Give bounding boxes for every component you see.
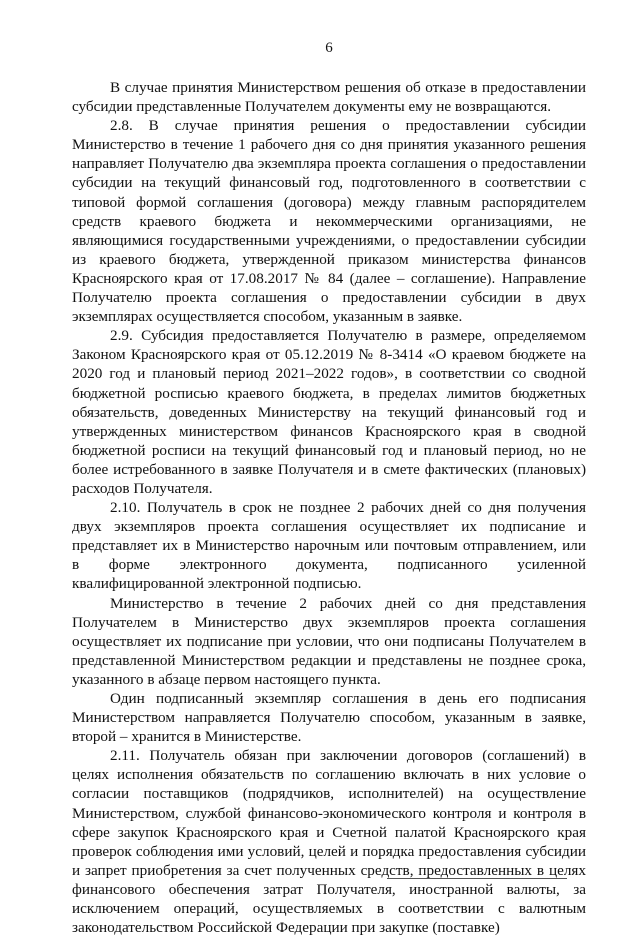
paragraph-2-10: 2.10. Получатель в срок не позднее 2 рабочих дней со дня получения двух экземпляров проекта соглашения осуществляет их подписание и представляет их в Министерство нарочным или почтовым отправлением, или в форме электронного документа, подписанного усиленной квалифицированной электронной подписью.: [72, 499, 586, 593]
document-body: [72, 78, 586, 937]
paragraph-2-11: 2.11. Получатель обязан при заключении договоров (соглашений) в целях исполнения обязательств по соглашению включать в них условие о согласии поставщиков (подрядчиков, исполнителей) на осуществление Министерством, службой финансово-экономического контроля и контроля в сфере закупок Красноярского края и Счетной палатой Красноярского края проверок соблюдения ими условий, целей и порядка предоставления субсидии и запрет приобретения за счет полученных средств, предоставленных в целях финансового обеспечения затрат Получателя, иностранной валюты, за исключением операций, осуществляемых в соответствии с валютным законодательством Российской Федерации при закупке (поставке): [72, 747, 586, 937]
paragraph-refusal: В случае принятия Министерством решения об отказе в предоставлении субсидии представленные Получателем документы ему не возвращаются.: [72, 79, 586, 116]
page-number: 6: [325, 40, 333, 56]
paragraph-2-8: 2.8. В случае принятия решения о предоставлении субсидии Министерство в течение 1 рабочего дня со дня принятия указанного решения направляет Получателю два экземпляра проекта соглашения о предоставлении субсидии на текущий финансовый год, подготовленного в соответствии с типовой формой соглашения (договора) между главным распорядителем средств краевого бюджета и некоммерческими организациями, не являющимися государственными учреждениями, о предоставлении субсидии из краевого бюджета, утвержденной приказом министерства финансов Красноярского края от 17.08.2017 № 84 (далее – соглашение). Направление Получателю проекта соглашения о предоставлении субсидии в двух экземплярах осуществляется способом, указанным в заявке.: [72, 117, 586, 326]
paragraph-2-9: 2.9. Субсидия предоставляется Получателю в размере, определяемом Законом Красноярского края от 05.12.2019 № 8-3414 «О краевом бюджете на 2020 год и плановый период 2021–2022 годов», в соответствии со сводной бюджетной росписью краевого бюджета, в пределах лимитов бюджетных обязательств, доведенных Министерству на текущий финансовый год и утвержденных министерством финансов Красноярского края в сводной бюджетной росписи на текущий финансовый год и плановый период, но не более истребованного в заявке Получателя и в смете фактических (плановых) расходов Получателя.: [72, 327, 586, 497]
footer-rule: [387, 878, 567, 879]
paragraph-signed-copy: Один подписанный экземпляр соглашения в день его подписания Министерством направляется Получателю способом, указанным в заявке, второй – хранится в Министерстве.: [72, 690, 586, 746]
paragraph-ministry-signing: Министерство в течение 2 рабочих дней со дня представления Получателем в Министерство двух экземпляров проекта соглашения осуществляет их подписание при условии, что они подписаны Получателем в представленной Министерством редакции и представлены не позднее срока, указанного в абзаце первом настоящего пункта.: [72, 594, 586, 688]
